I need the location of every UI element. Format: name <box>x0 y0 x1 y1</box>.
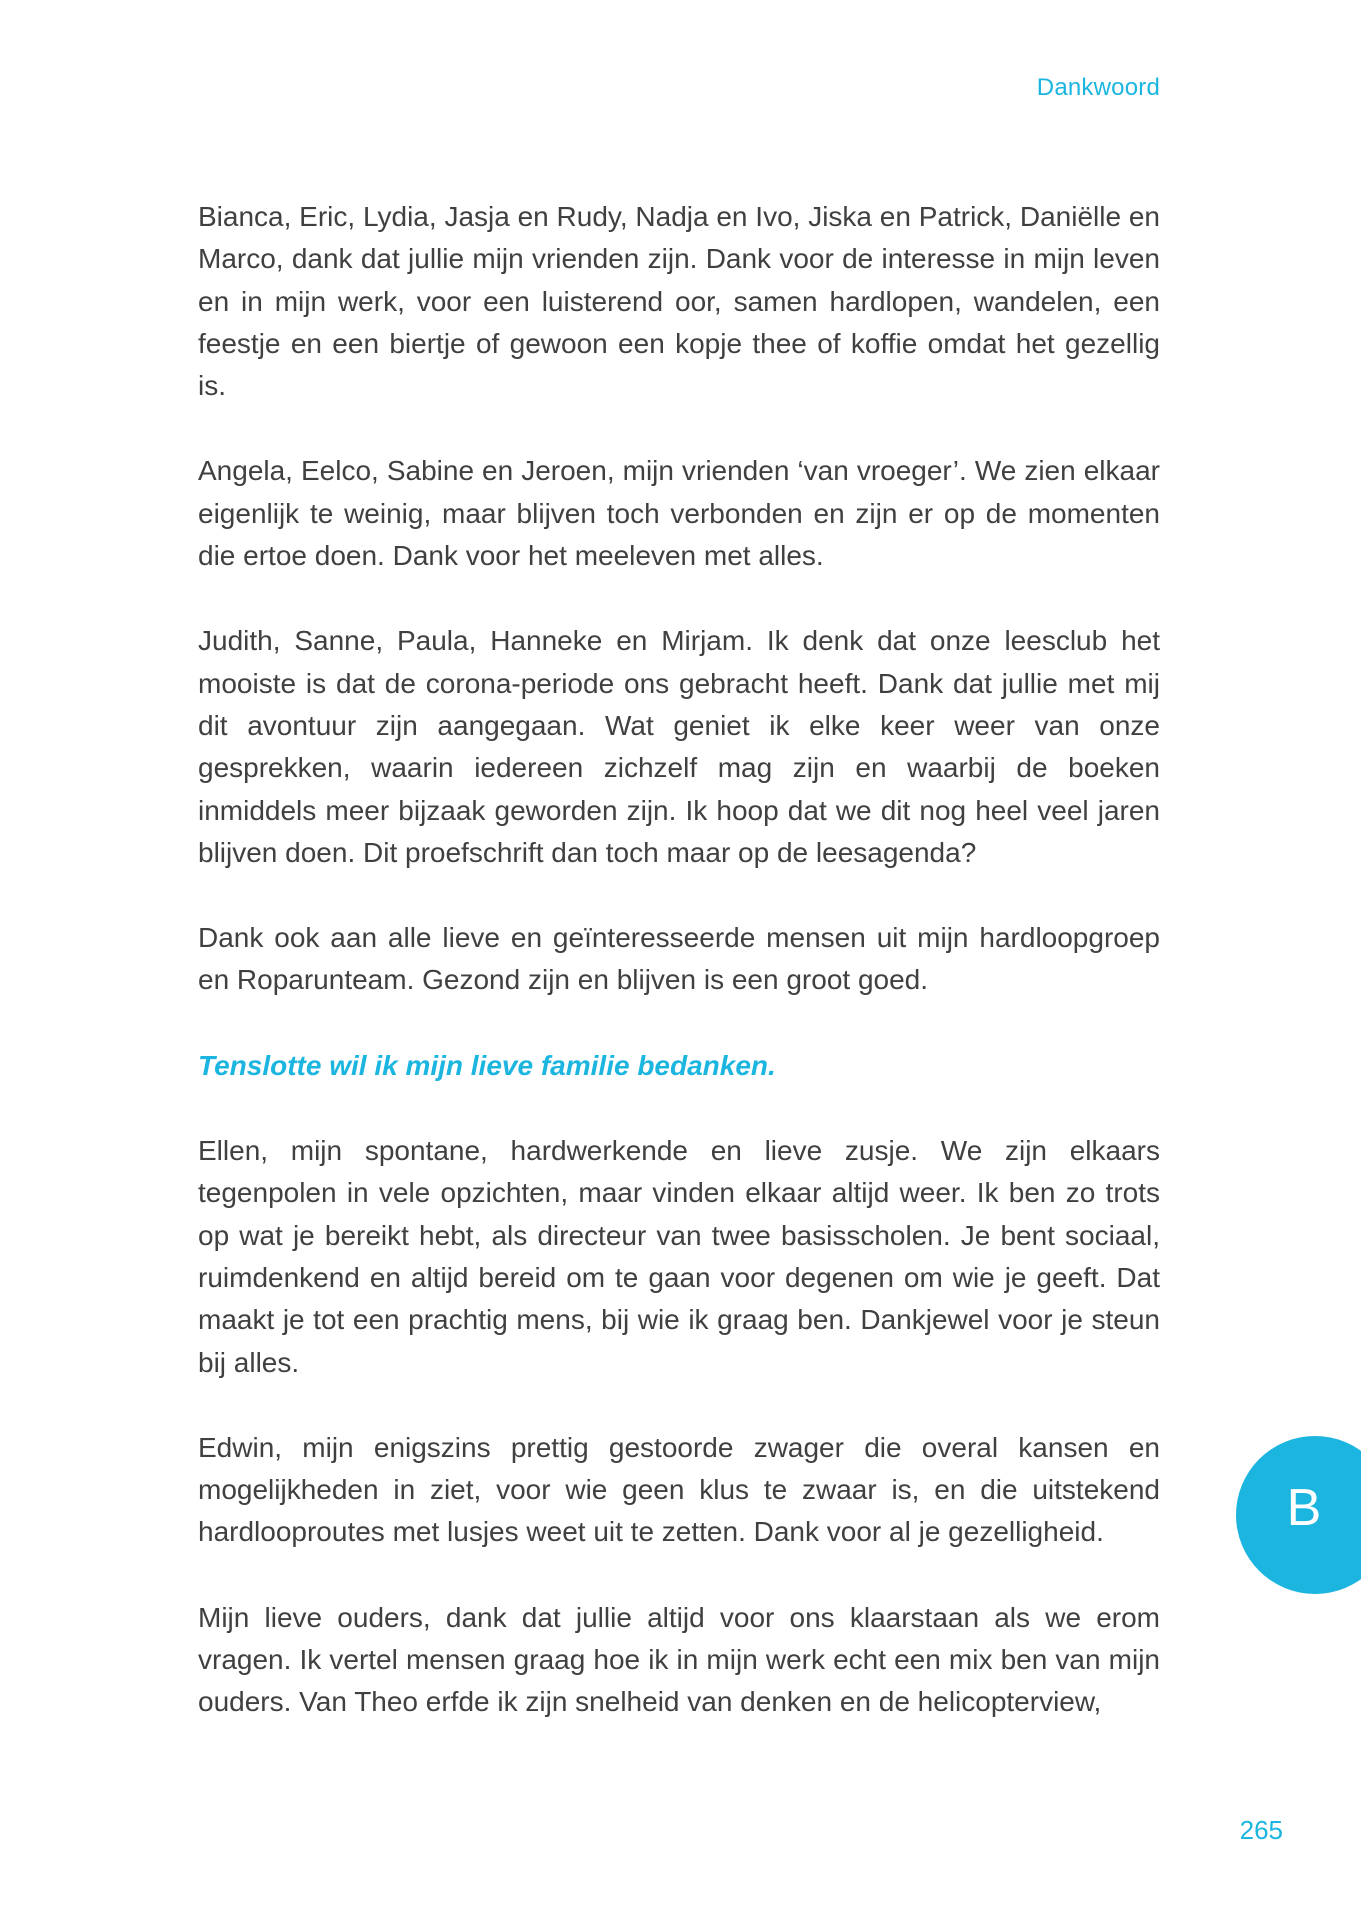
paragraph-book-club: Judith, Sanne, Paula, Hanneke en Mirjam. Ik denk dat onze leesclub het mooiste is dat de corona-periode ons gebracht heeft. Dank dat jullie met mij dit avontuur zijn aangegaan. Wat geniet ik elke keer weer van onze gesprekken, waarin iedereen zichzelf mag zijn en waarbij de boeken inmiddels meer bijzaak geworden zijn. Ik hoop dat we dit nog heel veel jaren blijven doen. Dit proefschrift dan toch maar op de leesagenda? <box>198 625 1160 868</box>
paragraph-brother-in-law: Edwin, mijn enigszins prettig gestoorde zwager die overal kansen en mogelijkheden in ziet, voor wie geen klus te zwaar is, en die uitstekend hardlooproutes met lusjes weet uit te zetten. Dank voor al je gezelligheid. <box>198 1431 1160 1548</box>
paragraph-parents: Mijn lieve ouders, dank dat jullie altijd voor ons klaarstaan als we erom vragen. Ik vertel mensen graag hoe ik in mijn werk echt een mix ben van mijn ouders. Van Theo erfde ik zijn snelheid van denken en de helicopterview, <box>198 1601 1160 1718</box>
running-header: Dankwoord <box>1036 74 1160 101</box>
paragraph-running-group: Dank ook aan alle lieve en geïnteresseerde mensen uit mijn hardloopgroep en Roparunteam. Gezond zijn en blijven is een groot goed. <box>198 922 1160 996</box>
body-text <box>198 196 1160 1767</box>
chapter-tab <box>1236 1436 1361 1594</box>
paragraph-sister: Ellen, mijn spontane, hardwerkende en lieve zusje. We zijn elkaars tegenpolen in vele opzichten, maar vinden elkaar altijd weer. Ik ben zo trots op wat je bereikt hebt, als directeur van twee basisscholen. Je bent sociaal, ruimdenkend en altijd bereid om te gaan voor degenen om wie je geeft. Dat maakt je tot een prachtig mens, bij wie ik graag ben. Dankjewel voor je steun bij alles. <box>198 1135 1160 1378</box>
page-number: 265 <box>1239 1815 1283 1845</box>
paragraph-friends: Bianca, Eric, Lydia, Jasja en Rudy, Nadja en Ivo, Jiska en Patrick, Daniëlle en Marco, dank dat jullie mijn vrienden zijn. Dank voor de interesse in mijn leven en in mijn werk, voor een luisterend oor, samen hardlopen, wandelen, een feestje en een biertje of gewoon een kopje thee of koffie omdat het gezellig is. <box>198 201 1160 402</box>
family-heading: Tenslotte wil ik mijn lieve familie bedanken. <box>198 1049 776 1081</box>
chapter-tab-letter: B <box>1286 1479 1322 1537</box>
paragraph-old-friends: Angela, Eelco, Sabine en Jeroen, mijn vrienden ‘van vroeger’. We zien elkaar eigenlijk te weinig, maar blijven toch verbonden en zijn er op de momenten die ertoe doen. Dank voor het meeleven met alles. <box>198 455 1160 572</box>
